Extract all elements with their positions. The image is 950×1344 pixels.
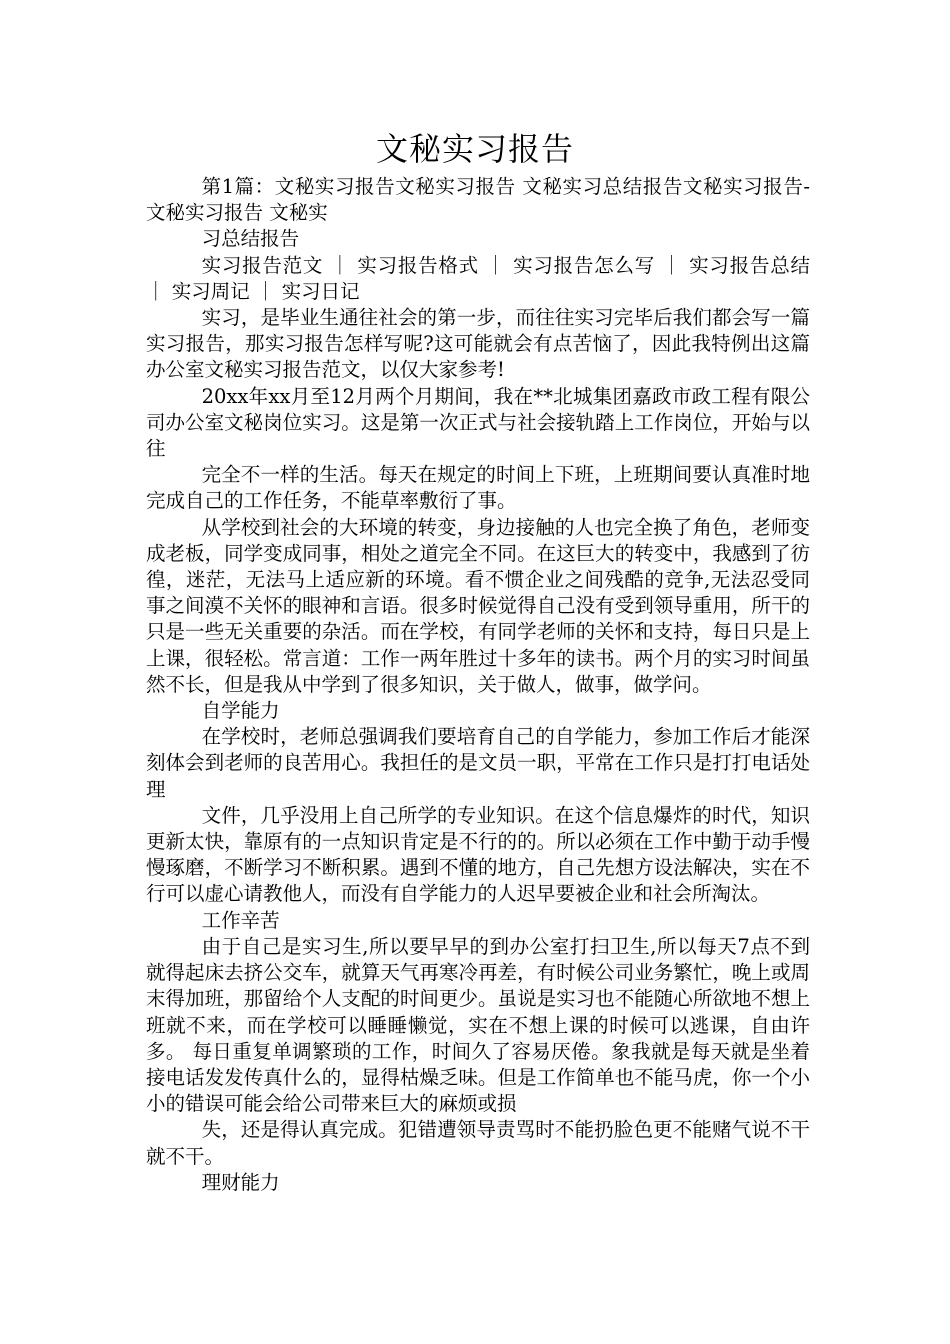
paragraph: 20xx年xx月至12月两个月期间，我在**北城集团嘉政市政工程有限公司办公室文秘岗位实习。这是第一次正式与社会接轨踏上工作岗位，开始与以往 — [146, 384, 810, 461]
section-heading-hard-work: 工作辛苦 — [201, 908, 280, 932]
paragraph-intro: 第1篇：文秘实习报告文秘实习报告 文秘实习总结报告文秘实习报告-文秘实习报告 文秘实 — [146, 175, 810, 225]
paragraph: 由于自己是实习生,所以要早早的到办公室打扫卫生,所以每天7点不到就得起床去挤公交车，就算天气再寒冷再差，有时候公司业务繁忙，晚上或周末得加班，那留给个人支配的时间更少。虽说是实习也不能随心所欲地不想上班就不来，而在学校可以睡睡懒觉，实在不想上课的时候可以逃课，自由许多。 每日重复单调繁琐的工作，时间久了容易厌倦。象我就是每天就是坐着接电话发发传真什么的，显得枯燥乏味。但是工作简单也不能马虎，你一个小小的错误可能会给公司带来巨大的麻烦或损 — [146, 934, 810, 1116]
paragraph: 在学校时，老师总强调我们要培育自己的自学能力，参加工作后才能深刻体会到老师的良苦用心。我担任的是文员一职，平常在工作只是打打电话处理 — [146, 725, 810, 801]
paragraph: 失，还是得认真完成。犯错遭领导责骂时不能扔脸色更不能赌气说不干就不干。 — [146, 1118, 810, 1168]
document-title: 文秘实习报告 — [375, 130, 574, 168]
paragraph: 从学校到社会的大环境的转变，身边接触的人也完全换了角色，老师变成老板，同学变成同事，相处之道完全不同。在这巨大的转变中，我感到了彷徨，迷茫，无法马上适应新的环境。看不惯企业之间残酷的竞争,无法忍受同事之间漠不关怀的眼神和言语。很多时候觉得自己没有受到领导重用，所干的只是一些无关重要的杂活。而在学校，有同学老师的关怀和支持，每日只是上上课，很轻松。常言道：工作一两年胜过十多年的读书。两个月的实习时间虽然不长，但是我从中学到了很多知识，关于做人，做事，做学问。 — [146, 515, 810, 696]
section-heading-self-learning: 自学能力 — [201, 699, 280, 723]
paragraph-links: 实习报告范文 ｜ 实习报告格式 ｜ 实习报告怎么写 ｜ 实习报告总结 ｜ 实习周记 ｜ 实习日记 — [146, 253, 810, 303]
paragraph: 完全不一样的生活。每天在规定的时间上下班，上班期间要认真准时地完成自己的工作任务，不能草率敷衍了事。 — [146, 463, 810, 513]
paragraph-intro-cont: 习总结报告 — [201, 227, 300, 251]
document-body — [146, 174, 810, 1196]
paragraph: 文件，几乎没用上自己所学的专业知识。在这个信息爆炸的时代，知识更新太快，靠原有的一点知识肯定是不行的的。所以必须在工作中勤于动手慢慢琢磨，不断学习不断积累。遇到不懂的地方，自己先想方设法解决，实在不行可以虚心请教他人，而没有自学能力的人迟早要被企业和社会所淘汰。 — [146, 803, 810, 906]
paragraph: 实习，是毕业生通往社会的第一步，而往往实习完毕后我们都会写一篇实习报告，那实习报告怎样写呢?这可能就会有点苦恼了，因此我特例出这篇办公室文秘实习报告范文，以仅大家参考! — [146, 306, 810, 382]
section-heading-finance: 理财能力 — [201, 1170, 280, 1194]
